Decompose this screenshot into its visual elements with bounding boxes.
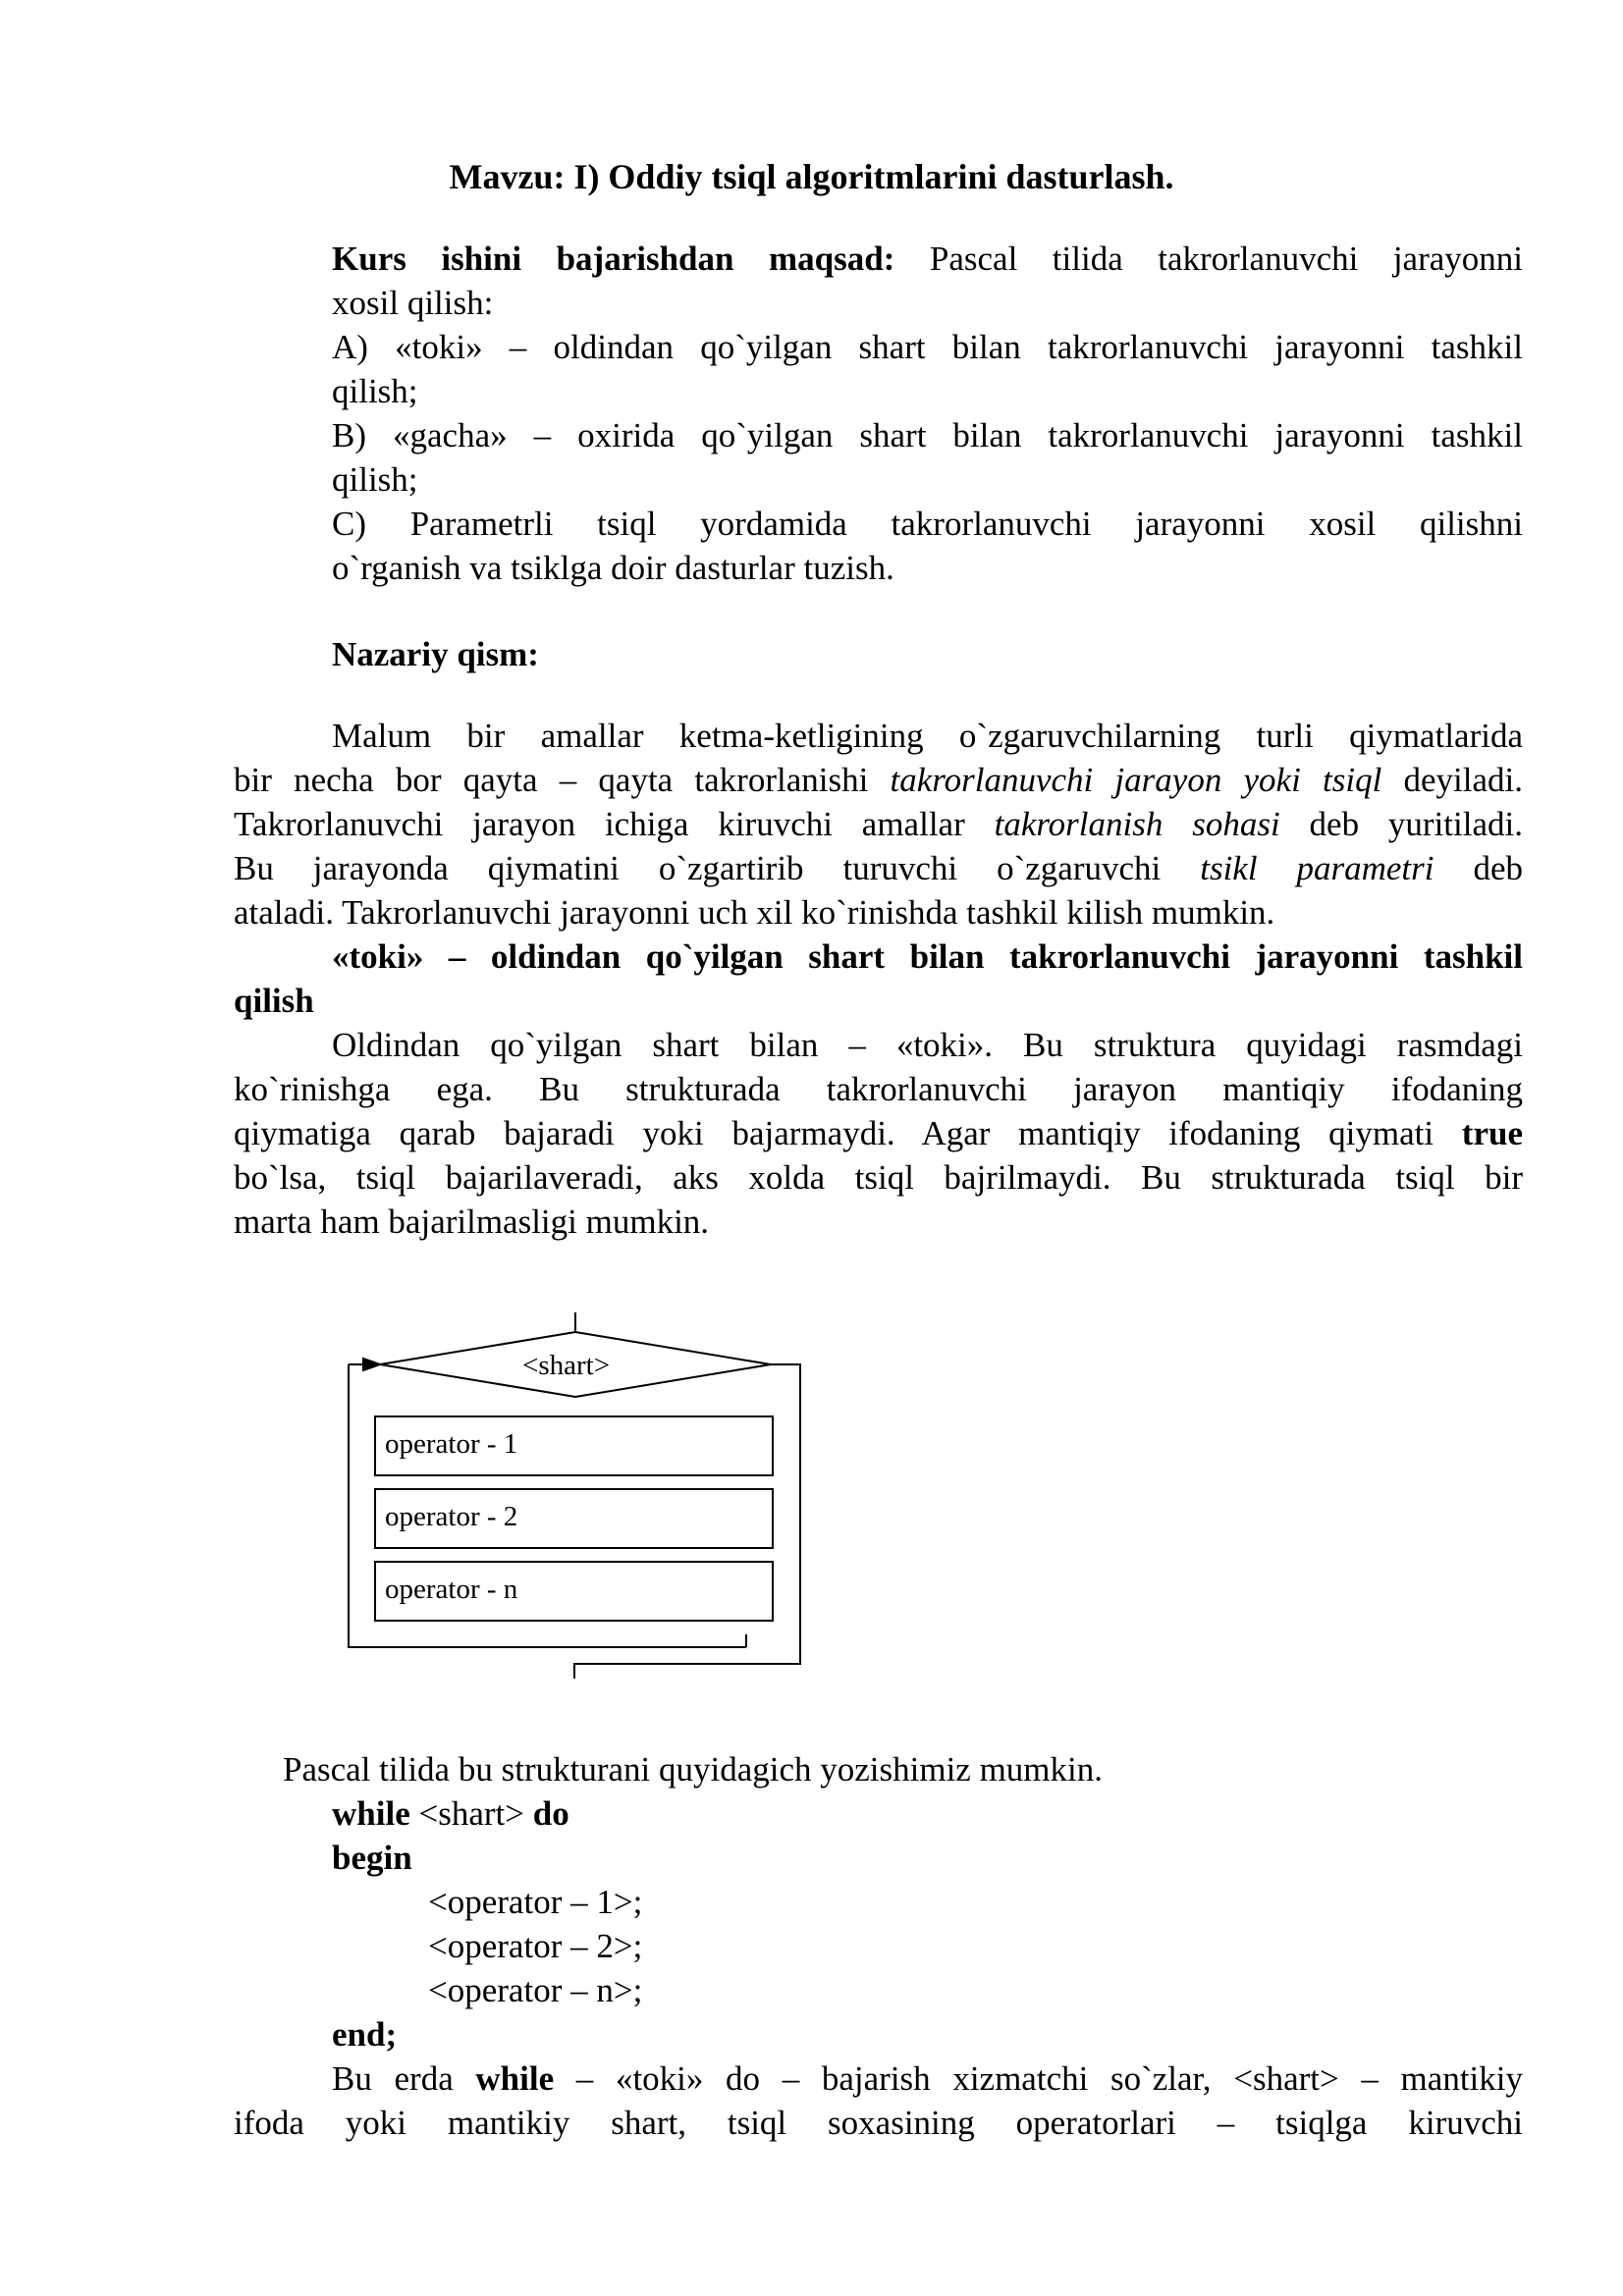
p1-line-3: Takrorlanuvchi jarayon ichiga kiruvchi amallar takrorlanish sohasi deb yuritiladi.: [234, 805, 1523, 843]
p2-line-3: qiymatiga qarab bajaradi yoki bajarmaydi. Agar mantiqiy ifodaning qiymati true: [234, 1114, 1523, 1152]
p2-line-5: marta ham bajarilmasligi mumkin.: [234, 1202, 710, 1241]
code-while-line: while <shart> do: [332, 1794, 569, 1833]
explain-line-2: ifoda yoki mantikiy shart, tsiql soxasining operatorlari – tsiqlga kiruvchi: [234, 2104, 1523, 2142]
goal-item-a-line-1: A) «toki» – oldindan qo`yilgan shart bilan takrorlanuvchi jarayonni tashkil: [332, 328, 1523, 366]
code-end: end;: [332, 2015, 398, 2054]
p1-line-5: ataladi. Takrorlanuvchi jarayonni uch xil ko`rinishda tashkil kilish mumkin.: [234, 893, 1275, 932]
while-loop-flowchart: [334, 1301, 815, 1688]
p1-line-1: Malum bir amallar ketma-ketligining o`zgaruvchilarning turli qiymatlarida: [332, 717, 1523, 755]
goal-item-c-line-1: C) Parametrli tsiql yordamida takrorlanuvchi jarayonni xosil qilishni: [332, 505, 1523, 543]
term-cycle-parameter: tsikl parametri: [1200, 849, 1434, 887]
p1-line-4: Bu jarayonda qiymatini o`zgartirib turuvchi o`zgaruvchi tsikl parametri deb: [234, 849, 1524, 887]
explanation-paragraph: [234, 2056, 1523, 2145]
theory-paragraph-1: [234, 714, 1523, 1244]
code-op-2: <operator – 2>;: [428, 1927, 643, 1965]
goal-section: [332, 237, 1523, 590]
p1-line-2: bir necha bor qayta – qayta takrorlanishi takrorlanuvchi jarayon yoki tsiql deyiladi.: [234, 761, 1523, 799]
goal-item-b-line-2: qilish;: [332, 460, 418, 499]
keyword-while: while: [332, 1794, 410, 1833]
theory-heading: Nazariy qism:: [332, 635, 539, 673]
operator-label-n: operator - n: [385, 1574, 518, 1605]
term-cycle: takrorlanuvchi jarayon yoki tsiql: [890, 761, 1382, 799]
code-begin: begin: [332, 1839, 412, 1877]
page-title: Mavzu: I) Oddiy tsiql algoritmlarini dasturlash.: [449, 157, 1174, 196]
keyword-do: do: [532, 1794, 569, 1833]
goal-label: Kurs ishini bajarishdan maqsad:: [332, 240, 895, 278]
term-repeat-area: takrorlanish sohasi: [994, 805, 1280, 843]
goal-item-b-line-1: B) «gacha» – oxirida qo`yilgan shart bilan takrorlanuvchi jarayonni tashkil: [332, 416, 1523, 454]
p2-line-4: bo`lsa, tsiql bajarilaveradi, aks xolda tsiql bajrilmaydi. Bu strukturada tsiql bir: [234, 1158, 1523, 1197]
goal-line-1: [332, 237, 1523, 281]
goal-line-2: xosil qilish:: [332, 284, 494, 322]
keyword-true: true: [1461, 1114, 1523, 1152]
condition-label: <shart>: [522, 1350, 611, 1381]
subheading-line-2: qilish: [234, 982, 314, 1020]
operator-label-1: operator - 1: [385, 1428, 518, 1460]
exit-line: [574, 1364, 800, 1679]
code-op-n: <operator – n>;: [428, 1971, 643, 2009]
goal-line-1-text: Pascal tilida takrorlanuvchi jarayonni: [929, 240, 1524, 278]
pascal-intro: Pascal tilida bu strukturani quyidagich yozishimiz mumkin.: [283, 1750, 1104, 1789]
operator-label-2: operator - 2: [385, 1501, 518, 1532]
subheading-line-1: «toki» – oldindan qo`yilgan shart bilan takrorlanuvchi jarayonni tashkil: [332, 937, 1523, 976]
goal-item-a-line-2: qilish;: [332, 372, 418, 410]
code-op-1: <operator – 1>;: [428, 1883, 643, 1921]
p2-line-1: Oldindan qo`yilgan shart bilan – «toki». Bu struktura quyidagi rasmdagi: [332, 1026, 1523, 1064]
goal-item-c-line-2: o`rganish va tsiklga doir dasturlar tuzish.: [332, 549, 894, 587]
p2-line-2: ko`rinishga ega. Bu strukturada takrorlanuvchi jarayon mantiqiy ifodaning: [234, 1070, 1523, 1108]
explain-line-1: Bu erda while – «toki» do – bajarish xizmatchi so`zlar, <shart> – mantikiy: [332, 2059, 1523, 2098]
keyword-while-inline: while: [475, 2059, 555, 2098]
loop-arrow-icon: [363, 1359, 380, 1370]
